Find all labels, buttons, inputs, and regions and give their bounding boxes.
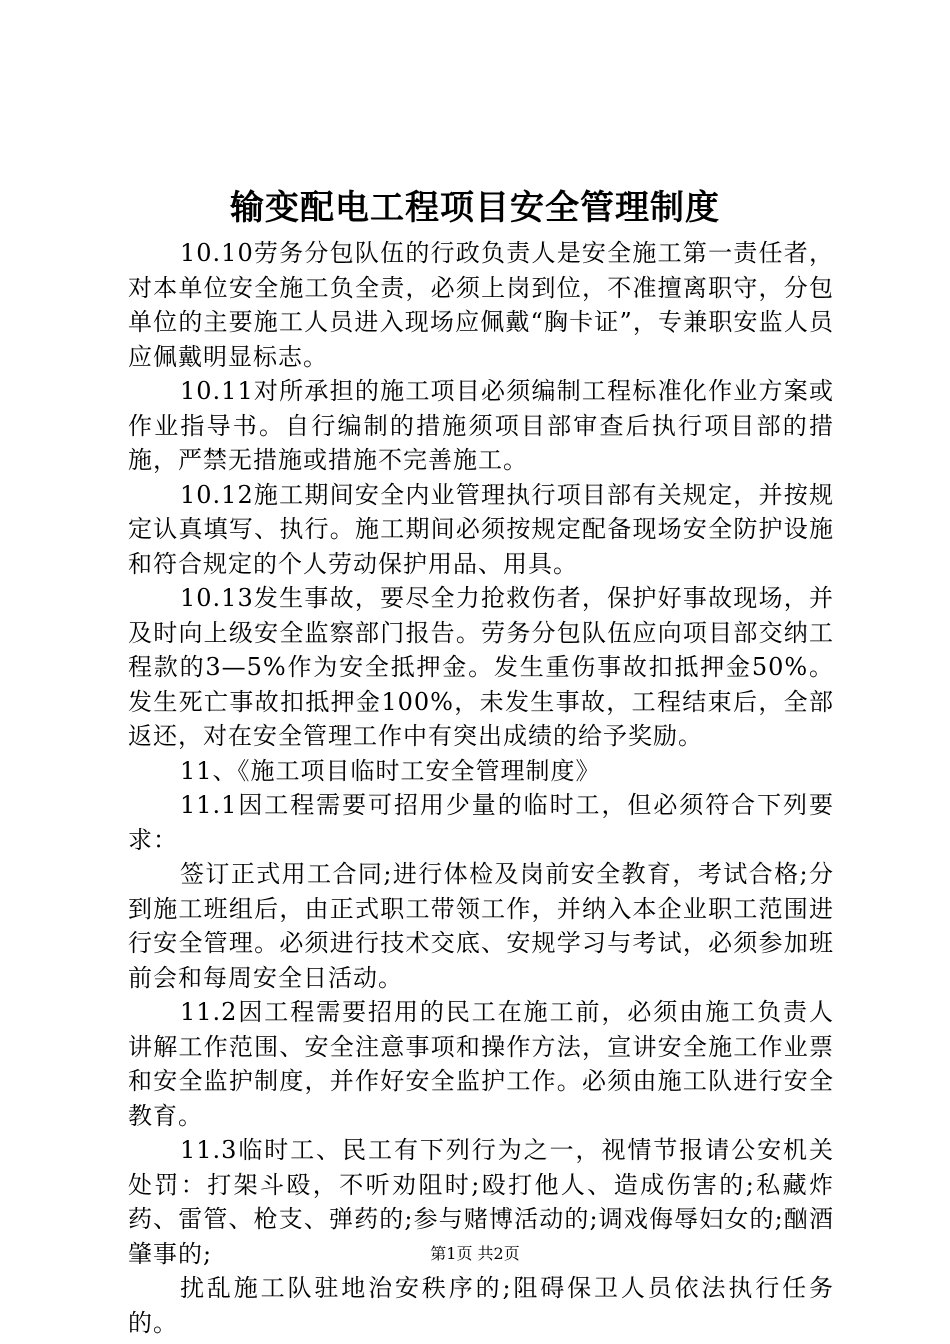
paragraph-10-11: 10.11对所承担的施工项目必须编制工程标准化作业方案或作业指导书。自行编制的措施须项目部审查后执行项目部的措施，严禁无措施或措施不完善施工。 [128, 377, 834, 474]
paragraph-11-2: 11.2因工程需要招用的民工在施工前，必须由施工负责人讲解工作范围、安全注意事项和操作方法，宣讲安全施工作业票和安全监护制度，并作好安全监护工作。必须由施工队进行安全教育。 [128, 998, 834, 1130]
document-title: 输变配电工程项目安全管理制度 [230, 188, 720, 228]
page-footer: 第1页 共2页 [430, 1244, 520, 1263]
paragraph-11-3-continued: 扰乱施工队驻地治安秩序的;阻碍保卫人员依法执行任务的。 [128, 1274, 834, 1337]
paragraph-11-3: 11.3临时工、民工有下列行为之一，视情节报请公安机关处罚：打架斗殴，不听劝阻时;殴打他人、造成伤害的;私藏炸药、雷管、枪支、弹药的;参与赌博活动的;调戏侮辱妇女的;酗酒肇事的; [128, 1136, 834, 1268]
paragraph-11-1: 11.1因工程需要可招用少量的临时工，但必须符合下列要求： [128, 791, 834, 854]
document-body [128, 236, 834, 1340]
paragraph-11-1-requirements: 签订正式用工合同;进行体检及岗前安全教育，考试合格;分到施工班组后，由正式职工带领工作，并纳入本企业职工范围进行安全管理。必须进行技术交底、安规学习与考试，必须参加班前会和每周安全日活动。 [128, 860, 834, 992]
paragraph-10-13: 10.13发生事故，要尽全力抢救伤者，保护好事故现场，并及时向上级安全监察部门报告。劳务分包队伍应向项目部交纳工程款的3—5%作为安全抵押金。发生重伤事故扣抵押金50%。发生死亡事故扣抵押金100%，未发生事故，工程结束后，全部返还，对在安全管理工作中有突出成绩的给予奖励。 [128, 584, 834, 750]
section-11-heading: 11、《施工项目临时工安全管理制度》 [180, 756, 601, 785]
paragraph-10-10: 10.10劳务分包队伍的行政负责人是安全施工第一责任者，对本单位安全施工负全责，必须上岗到位，不准擅离职守，分包单位的主要施工人员进入现场应佩戴“胸卡证”，专兼职安监人员应佩戴明显标志。 [128, 239, 834, 371]
paragraph-10-12: 10.12施工期间安全内业管理执行项目部有关规定，并按规定认真填写、执行。施工期间必须按规定配备现场安全防护设施和符合规定的个人劳动保护用品、用具。 [128, 480, 834, 578]
